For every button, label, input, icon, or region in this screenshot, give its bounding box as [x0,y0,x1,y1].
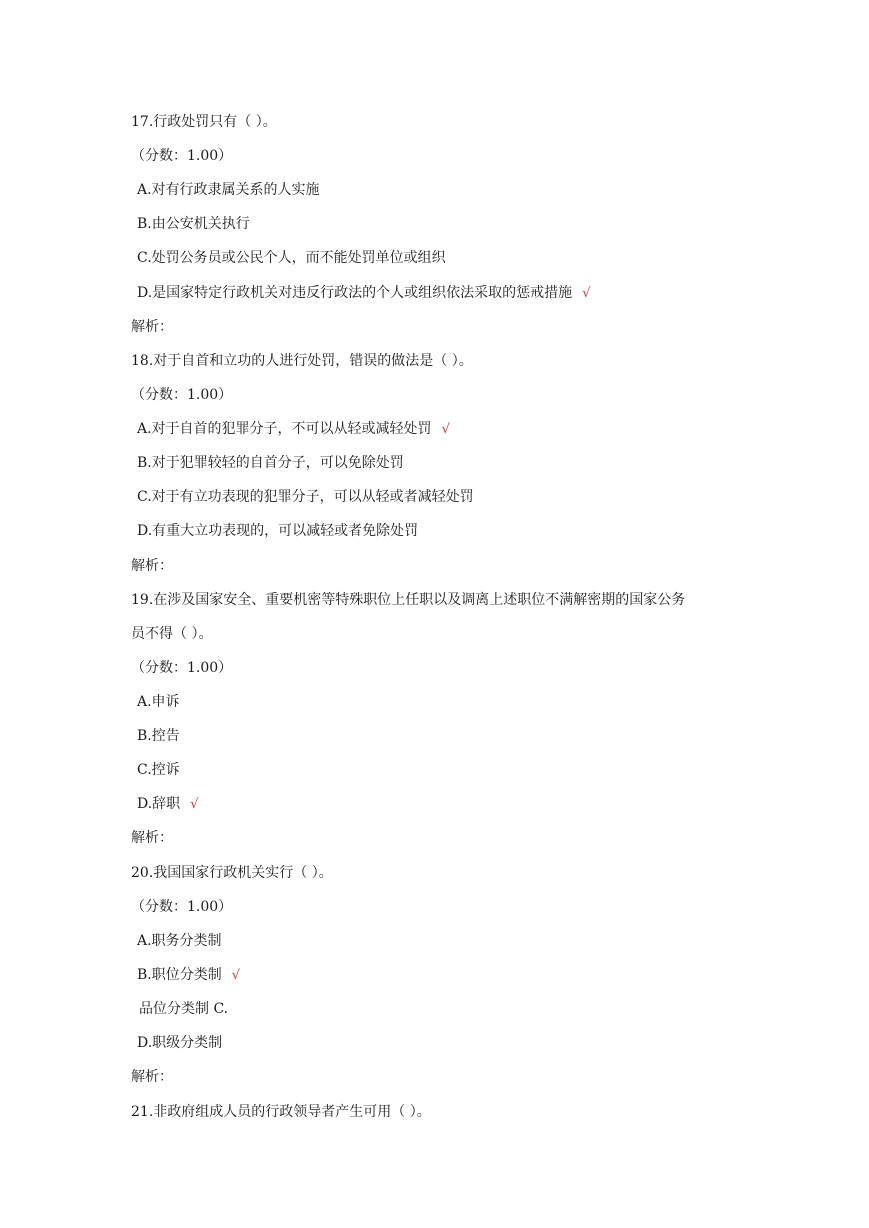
question-20-option-d: D.职级分类制 [137,1035,223,1051]
question-18-analysis: 解析： [131,558,173,574]
check-mark-icon: √ [441,422,450,437]
question-20-option-b [137,966,240,985]
question-17-option-c: C.处罚公务员或公民个人，而不能处罚单位或组织 [137,250,446,266]
check-mark-icon: √ [582,286,591,301]
question-17-option-b: B.由公安机关执行 [137,216,250,232]
option-text: D.是国家特定行政机关对违反行政法的个人或组织依法采取的惩戒措施 [137,285,573,301]
check-mark-icon: √ [231,968,241,983]
question-21-stem: 21.非政府组成人员的行政领导者产生可用（ ）。 [131,1104,431,1120]
question-20-option-a: A.职务分类制 [137,933,222,949]
question-20-analysis: 解析： [131,1069,173,1085]
check-mark-icon: √ [190,797,199,812]
question-18-option-b: B.对于犯罪较轻的自首分子，可以免除处罚 [137,455,404,471]
question-17-analysis: 解析： [131,319,173,335]
option-text: A.对于自首的犯罪分子，不可以从轻或减轻处罚 [137,421,432,437]
question-17-option-d [137,284,590,303]
question-20-option-c: 品位分类制 C. [139,1001,229,1017]
question-18-stem: 18.对于自首和立功的人进行处罚，错误的做法是（ ）。 [131,353,473,369]
question-17-option-a: A.对有行政隶属关系的人实施 [137,182,320,198]
question-18-option-a [137,420,450,439]
question-19-option-b: B.控告 [137,728,180,744]
question-17-score: （分数：1.00） [131,148,233,164]
question-19-option-d [137,795,198,814]
question-19-option-c: C.控诉 [137,762,180,778]
question-17-stem: 17.行政处罚只有（ ）。 [131,114,277,130]
option-text: B.职位分类制 [137,967,222,983]
option-text: D.辞职 [137,796,181,812]
question-20-score: （分数：1.00） [131,899,233,915]
question-19-analysis: 解析： [131,830,173,846]
question-18-option-d: D.有重大立功表现的，可以减轻或者免除处罚 [137,523,419,539]
question-19-option-a: A.申诉 [137,694,180,710]
question-18-option-c: C.对于有立功表现的犯罪分子，可以从轻或者减轻处罚 [137,489,474,505]
question-19-stem-line2: 员不得（ ）。 [131,626,213,642]
question-20-stem: 20.我国国家行政机关实行（ ）。 [131,865,333,881]
question-18-score: （分数：1.00） [131,387,233,403]
question-19-stem-line1: 19.在涉及国家安全、重要机密等特殊职位上任职以及调离上述职位不满解密期的国家公务 [131,592,686,608]
question-19-score: （分数：1.00） [131,660,233,676]
